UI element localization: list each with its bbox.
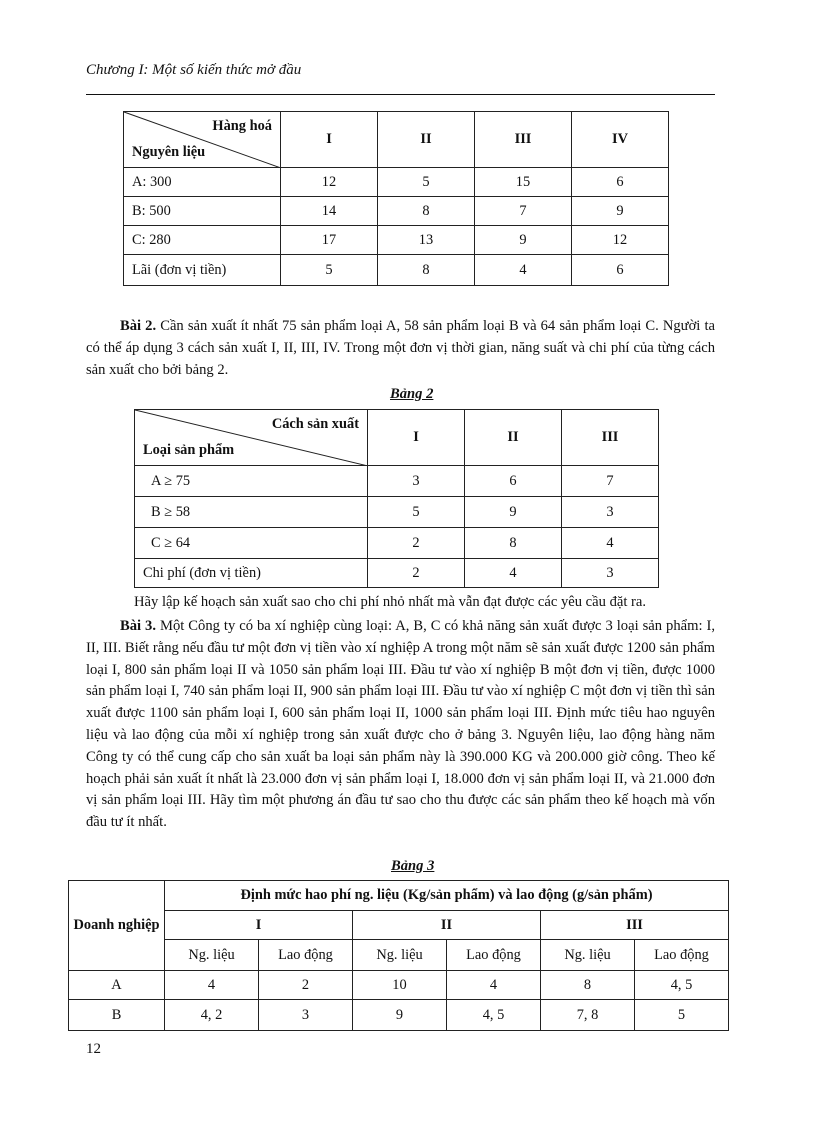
row-label: B — [69, 1000, 165, 1031]
table3-row-header: Doanh nghiệp — [69, 881, 165, 971]
table-cell: 2 — [368, 528, 465, 559]
table-cell: 12 — [572, 226, 669, 255]
bai3-paragraph — [86, 616, 715, 834]
table-row — [135, 528, 659, 559]
table-row — [124, 197, 669, 226]
table-cell: 4 — [465, 559, 562, 588]
table-cell: 7 — [475, 197, 572, 226]
table-row — [69, 971, 729, 1000]
table3-subcol-header: Ng. liệu — [541, 940, 635, 971]
table-cell: 4 — [165, 971, 259, 1000]
bai3-text: Một Công ty có ba xí nghiệp cùng loại: A, B, C có khả năng sản xuất được 3 loại sản phẩm: I, II, III. Biết rằng nếu đầu tư một đơn vị tiền vào xí nghiệp A trong một năm sẽ sản xuất được 1200 sản phẩm loại I, 800 sản phẩm loại II và 1050 sản phẩm loại III. Đầu tư vào xí nghiệp B một đơn vị tiền, được 1000 sản phẩm loại I, 740 sản phẩm loại II, 900 sản phẩm loại III. Đầu tư vào xí nghiệp C một đơn vị tiền thì sản xuất được 1100 sản phẩm loại I, 600 sản phẩm loại II, 1000 sản phẩm loại III. Định mức tiêu hao nguyên liệu và lao động của mỗi xí nghiệp trong sản xuất được cho ở bảng 3. Nguyên liệu, lao động hàng năm Công ty có thể cung cấp cho sản xuất ba loại sản phẩm này là 390.000 KG và 200.000 giờ công. Theo kế hoạch phải sản xuất ít nhất là 23.000 đơn vị sản phẩm loại I, 18.000 đơn vị sản phẩm loại II, và 21.000 đơn vị sản phẩm loại III. Hãy tìm một phương án đầu tư sao cho thu được các sản phẩm theo kế hoạch mà vốn đầu tư ít nhất. — [86, 618, 715, 831]
table-cell: 2 — [368, 559, 465, 588]
table-cell: 5 — [368, 497, 465, 528]
table2-corner-top: Cách sản xuất — [271, 416, 359, 432]
table-row — [124, 255, 669, 286]
table-cell: 17 — [281, 226, 378, 255]
header-rule — [86, 94, 715, 95]
table-cell: 6 — [465, 466, 562, 497]
table-cell: 8 — [541, 971, 635, 1000]
table-cell: 4 — [562, 528, 659, 559]
table3-subcol-header: Lao động — [635, 940, 729, 971]
table-cell: 4, 2 — [165, 1000, 259, 1031]
table2-corner-cell — [135, 410, 368, 466]
table1-col-header: III — [475, 112, 572, 168]
table-cell: 15 — [475, 168, 572, 197]
page-number: 12 — [86, 1041, 101, 1057]
table3-group-header: III — [541, 911, 729, 940]
table-cell: 9 — [572, 197, 669, 226]
chapter-header: Chương I: Một số kiến thức mở đầu — [86, 62, 302, 78]
table-row — [135, 559, 659, 588]
table-cell: 4 — [447, 971, 541, 1000]
table-cell: 5 — [378, 168, 475, 197]
table3-group-header: I — [165, 911, 353, 940]
table-cell: 9 — [475, 226, 572, 255]
row-label: C ≥ 64 — [135, 528, 368, 559]
row-label: C: 280 — [124, 226, 281, 255]
row-label: A ≥ 75 — [135, 466, 368, 497]
table-cell: 2 — [259, 971, 353, 1000]
table-cell: 8 — [378, 255, 475, 286]
row-label: B: 500 — [124, 197, 281, 226]
bai2-paragraph — [86, 316, 715, 381]
table-cell: 7 — [562, 466, 659, 497]
table-cell: 3 — [562, 497, 659, 528]
table-cell: 5 — [281, 255, 378, 286]
table1-corner-bottom: Nguyên liệu — [132, 144, 206, 160]
bai2-text: Cần sản xuất ít nhất 75 sản phẩm loại A, 58 sản phẩm loại B và 64 sản phẩm loại C. Người ta có thể áp dụng 3 cách sản xuất I, II, III, IV. Trong một đơn vị thời gian, năng suất và chi phí của từng cách sản xuất cho bởi bảng 2. — [86, 318, 715, 378]
table-cell: 10 — [353, 971, 447, 1000]
table1-corner-top: Hàng hoá — [212, 118, 272, 134]
table2-col-header: II — [465, 410, 562, 466]
table1-col-header: II — [378, 112, 475, 168]
table-cell: 8 — [465, 528, 562, 559]
table-1 — [123, 111, 669, 286]
table3-subcol-header: Ng. liệu — [165, 940, 259, 971]
table2-col-header: I — [368, 410, 465, 466]
table3-caption: Bảng 3 — [391, 858, 435, 874]
table-cell: 3 — [368, 466, 465, 497]
table-cell: 9 — [353, 1000, 447, 1031]
table3-top-header: Định mức hao phí ng. liệu (Kg/sản phẩm) và lao động (g/sản phẩm) — [165, 881, 729, 911]
table-cell: 7, 8 — [541, 1000, 635, 1031]
table2-caption: Bảng 2 — [390, 386, 434, 402]
table2-col-header: III — [562, 410, 659, 466]
table-cell: 8 — [378, 197, 475, 226]
table3-subcol-header: Lao động — [259, 940, 353, 971]
table-2 — [134, 409, 659, 588]
table-row — [69, 1000, 729, 1031]
row-label: Chi phí (đơn vị tiền) — [135, 559, 368, 588]
row-label: A: 300 — [124, 168, 281, 197]
table3-group-header: II — [353, 911, 541, 940]
table1-col-header: IV — [572, 112, 669, 168]
table-row — [124, 226, 669, 255]
table-cell: 4, 5 — [635, 971, 729, 1000]
bai3-lead: Bài 3. — [120, 618, 157, 634]
table-cell: 3 — [562, 559, 659, 588]
table-cell: 14 — [281, 197, 378, 226]
table-cell: 6 — [572, 168, 669, 197]
table-cell: 5 — [635, 1000, 729, 1031]
table-cell: 3 — [259, 1000, 353, 1031]
table2-note: Hãy lập kế hoạch sản xuất sao cho chi phí nhỏ nhất mà vẫn đạt được các yêu cầu đặt ra. — [134, 594, 647, 610]
table-cell: 4 — [475, 255, 572, 286]
table-cell: 12 — [281, 168, 378, 197]
table-row — [135, 466, 659, 497]
table-cell: 6 — [572, 255, 669, 286]
row-label: A — [69, 971, 165, 1000]
table1-col-header: I — [281, 112, 378, 168]
bai2-lead: Bài 2. — [120, 318, 157, 334]
table-row — [135, 497, 659, 528]
row-label: B ≥ 58 — [135, 497, 368, 528]
table3-subcol-header: Ng. liệu — [353, 940, 447, 971]
table-cell: 4, 5 — [447, 1000, 541, 1031]
table1-corner-cell — [124, 112, 281, 168]
table-3 — [68, 880, 729, 1031]
row-label: Lãi (đơn vị tiền) — [124, 255, 281, 286]
table2-corner-bottom: Loại sản phẩm — [143, 442, 235, 458]
table3-subcol-header: Lao động — [447, 940, 541, 971]
table-row — [124, 168, 669, 197]
table-cell: 9 — [465, 497, 562, 528]
table-cell: 13 — [378, 226, 475, 255]
